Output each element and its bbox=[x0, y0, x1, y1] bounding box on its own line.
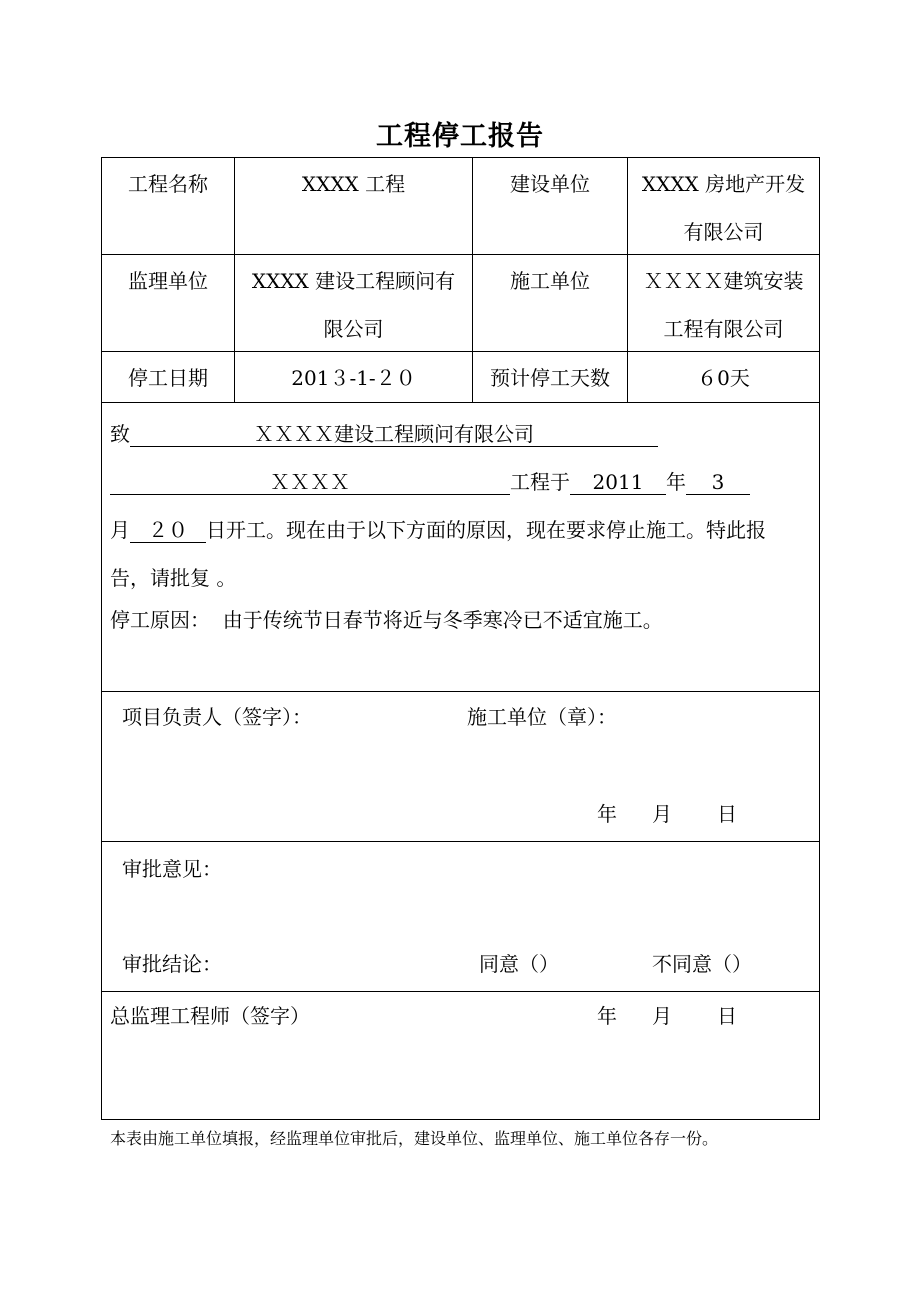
supervisor-month-label: 月 bbox=[652, 1004, 672, 1028]
supervisor-year-label: 年 bbox=[597, 1004, 617, 1028]
supervision-unit-label: 监理单位 bbox=[128, 269, 208, 293]
supervision-unit-value-line1: XXXX 建设工程顾问有 bbox=[251, 269, 456, 293]
footer-note: 本表由施工单位填报，经监理单位审批后，建设单位、监理单位、施工单位各存一份。 bbox=[110, 1129, 719, 1148]
page-title: 工程停工报告 bbox=[376, 121, 544, 152]
letter-body-line3 bbox=[110, 506, 766, 554]
stop-days-value: ６0天 bbox=[697, 366, 750, 390]
body-text-line3: 日开工。现在由于以下方面的原因，现在要求停止施工。特此报 bbox=[206, 518, 766, 542]
report-form bbox=[101, 157, 820, 1120]
row-divider bbox=[102, 691, 819, 692]
agree-option: 同意（） bbox=[479, 952, 559, 976]
to-recipient: ＸＸＸＸ建设工程顾问有限公司 bbox=[130, 422, 658, 447]
stop-reason-label: 停工原因： bbox=[110, 608, 210, 632]
row-divider bbox=[102, 841, 819, 842]
start-year-field: 2011 bbox=[570, 470, 666, 495]
owner-unit-value-line2: 有限公司 bbox=[683, 220, 764, 244]
project-field: ＸＸＸＸ bbox=[110, 470, 510, 495]
letter-to-line bbox=[110, 410, 658, 458]
month-label: 月 bbox=[110, 518, 130, 542]
year-label: 年 bbox=[666, 470, 686, 494]
sign-day-label: 日 bbox=[717, 802, 737, 826]
project-name-label: 工程名称 bbox=[128, 172, 208, 196]
construction-unit-label: 施工单位 bbox=[510, 269, 590, 293]
construction-unit-value-line1: ＸＸＸＸ建筑安装 bbox=[643, 269, 804, 293]
chief-supervisor-signature-label: 总监理工程师（签字） bbox=[110, 1004, 310, 1028]
start-month-field: 3 bbox=[686, 470, 750, 495]
owner-unit-label: 建设单位 bbox=[510, 172, 590, 196]
stop-days-label: 预计停工天数 bbox=[490, 366, 610, 390]
start-day-field: ２０ bbox=[130, 518, 206, 543]
stop-date-value: 201３-1-２０ bbox=[291, 366, 416, 390]
sign-year-label: 年 bbox=[597, 802, 617, 826]
project-suffix: 工程于 bbox=[510, 470, 570, 494]
sign-month-label: 月 bbox=[652, 802, 672, 826]
approval-opinion-label: 审批意见： bbox=[122, 857, 222, 881]
stop-reason-text: 由于传统节日春节将近与冬季寒冷已不适宜施工。 bbox=[222, 608, 663, 632]
owner-unit-value-line1: XXXX 房地产开发 bbox=[641, 172, 806, 196]
approval-conclusion-label: 审批结论： bbox=[122, 952, 222, 976]
construction-unit-value-line2: 工程有限公司 bbox=[663, 317, 784, 341]
construction-unit-stamp-label: 施工单位（章）： bbox=[467, 705, 617, 729]
supervision-unit-value-line2: 限公司 bbox=[323, 317, 384, 341]
stop-reason-line bbox=[110, 596, 663, 644]
letter-body-line4: 告，请批复 。 bbox=[110, 566, 237, 590]
row-divider bbox=[102, 402, 819, 403]
stop-date-label: 停工日期 bbox=[128, 366, 208, 390]
letter-project-line bbox=[110, 458, 750, 506]
to-prefix: 致 bbox=[110, 422, 130, 446]
disagree-option: 不同意（） bbox=[652, 952, 752, 976]
supervisor-day-label: 日 bbox=[717, 1004, 737, 1028]
project-name-value: XXXX 工程 bbox=[301, 172, 406, 196]
project-manager-signature-label: 项目负责人（签字）： bbox=[122, 705, 312, 729]
